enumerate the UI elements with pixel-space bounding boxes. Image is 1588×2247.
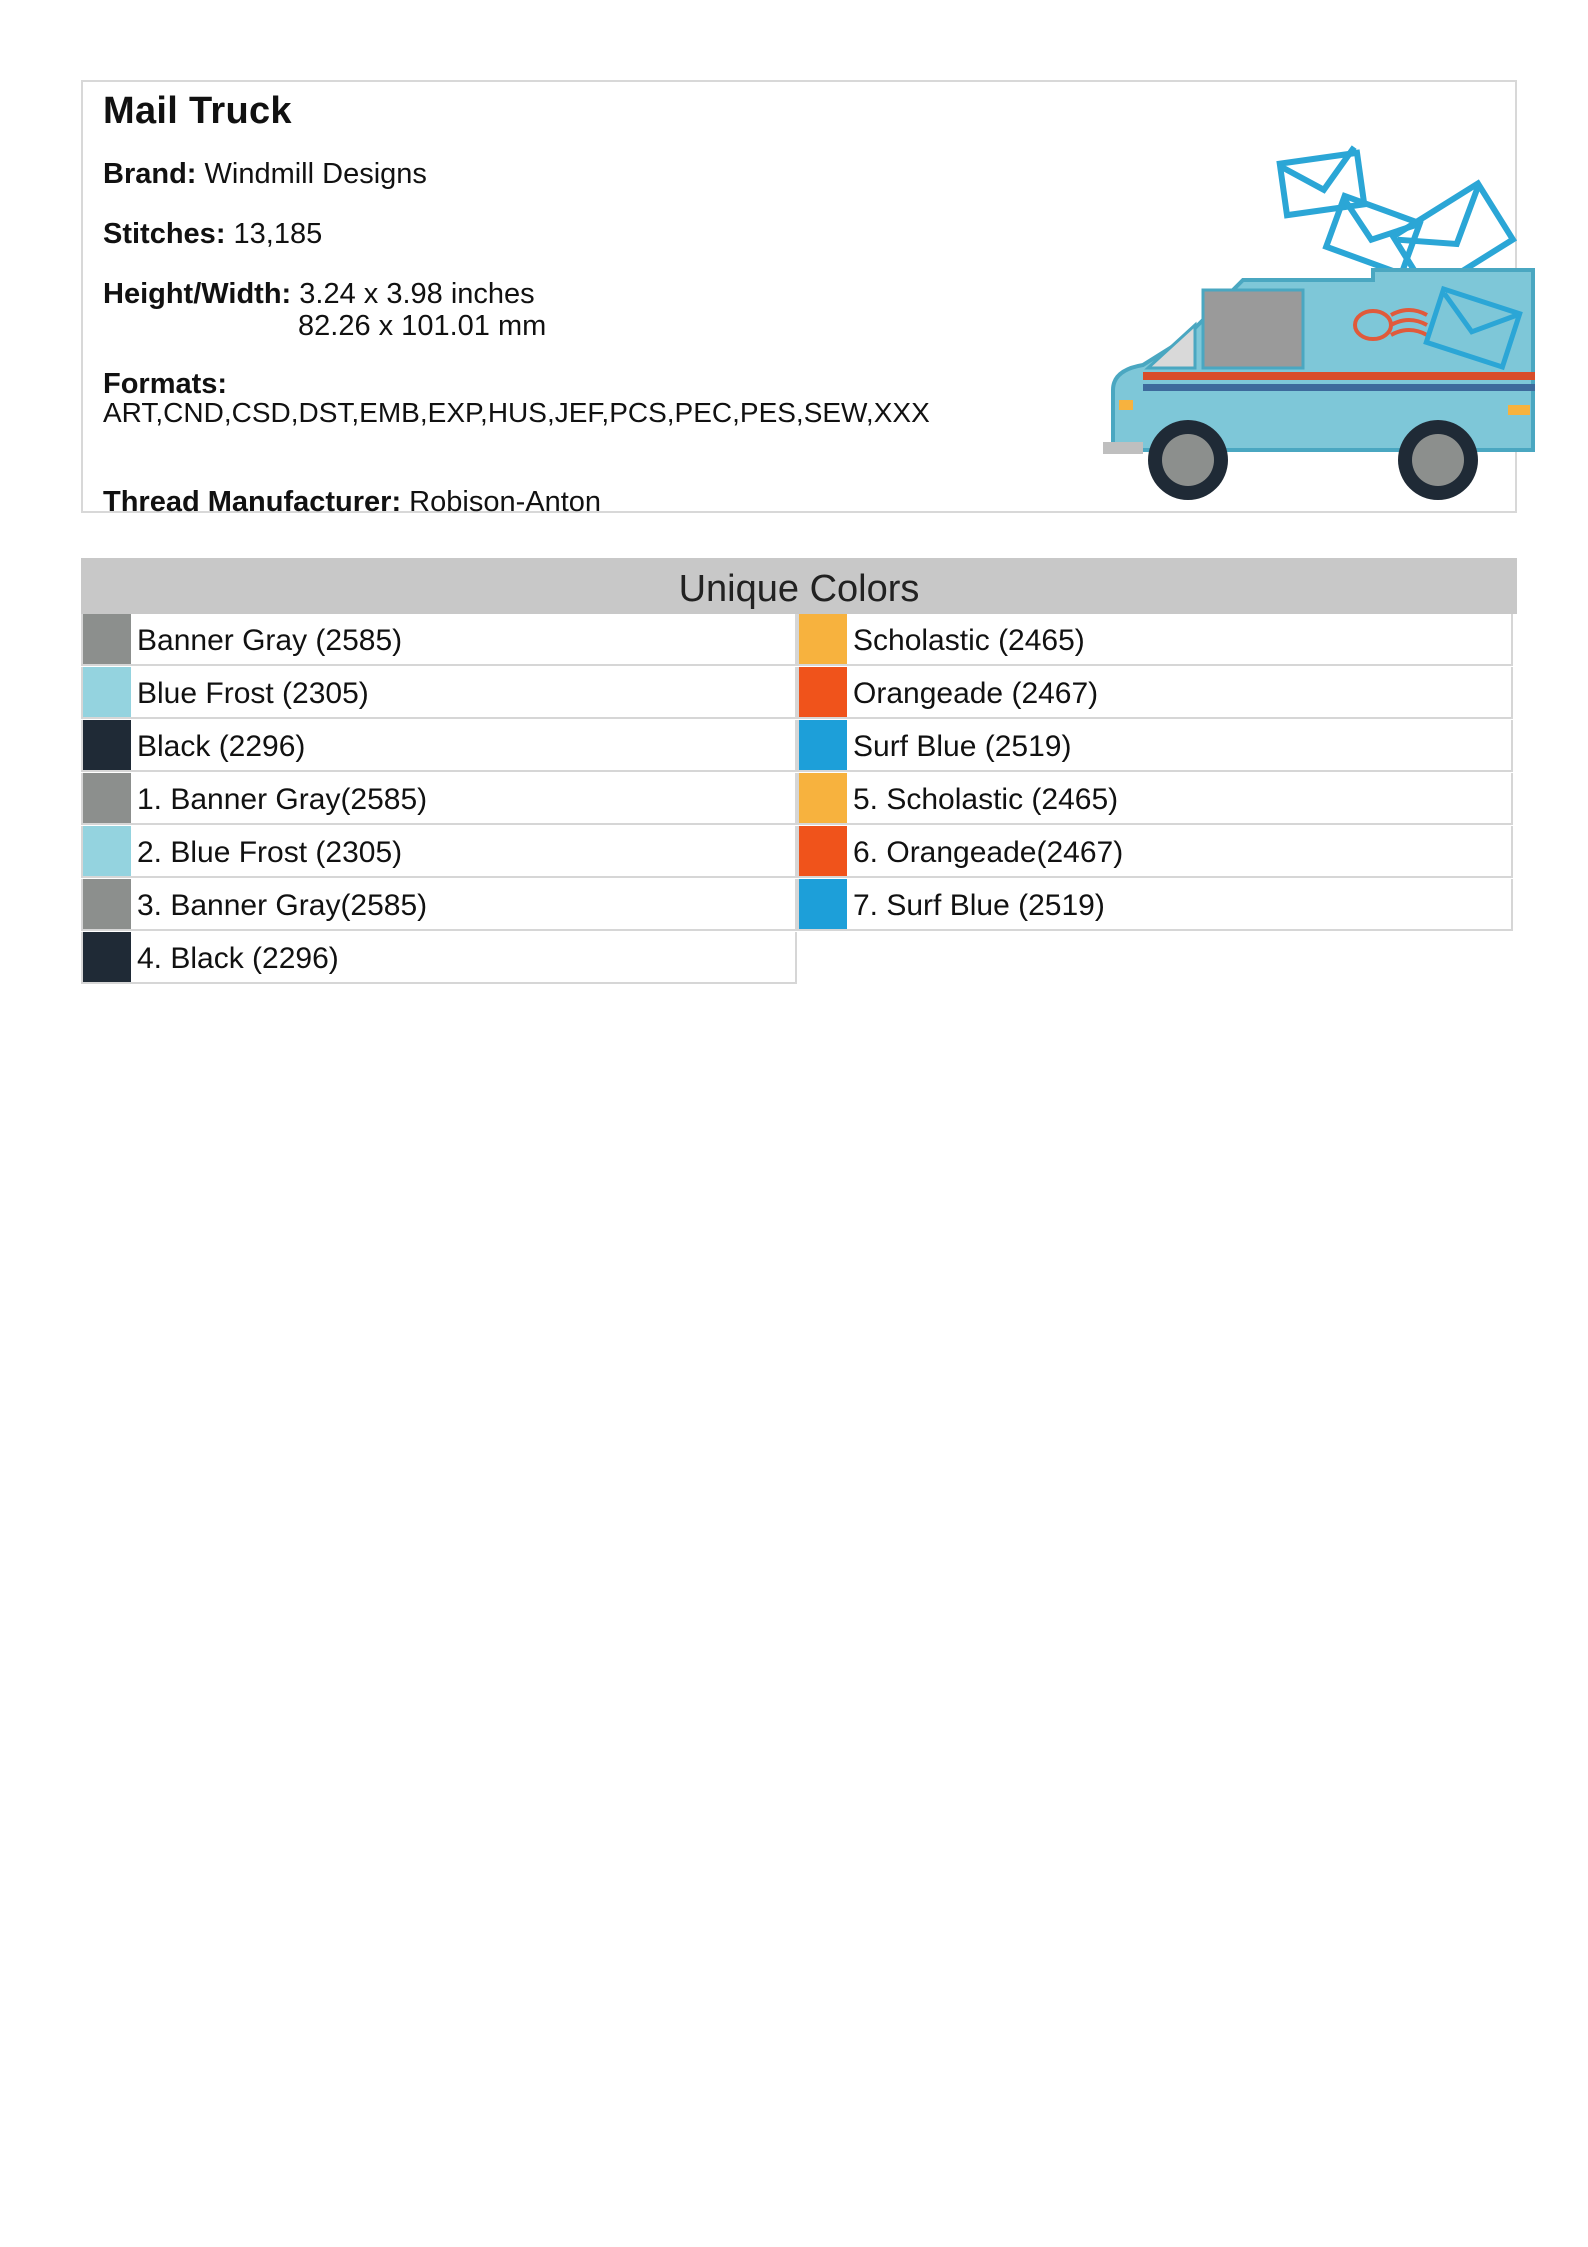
color-swatch	[799, 667, 847, 717]
wheel-icon	[1148, 420, 1228, 500]
wheel-icon	[1398, 420, 1478, 500]
color-label: 1. Banner Gray(2585)	[137, 783, 428, 816]
stitches-label: Stitches:	[103, 218, 226, 250]
color-label: 2. Blue Frost (2305)	[137, 836, 403, 869]
color-label: 5. Scholastic (2465)	[853, 783, 1119, 816]
design-title: Mail Truck	[103, 90, 292, 132]
brand-value: Windmill Designs	[204, 158, 427, 190]
color-row	[81, 614, 797, 666]
color-row	[81, 667, 797, 719]
color-swatch	[799, 879, 847, 929]
color-row	[81, 773, 797, 825]
unique-colors-table	[81, 558, 1517, 1054]
color-row	[797, 879, 1513, 931]
color-swatch	[83, 879, 131, 929]
formats-value: ART,CND,CSD,DST,EMB,EXP,HUS,JEF,PCS,PEC,PES,SEW,XXX	[103, 397, 930, 428]
brand-row	[103, 158, 427, 191]
color-row	[797, 614, 1513, 666]
color-label: Orangeade (2467)	[853, 677, 1099, 710]
stitches-value: 13,185	[233, 218, 323, 250]
color-row	[81, 826, 797, 878]
color-label: 3. Banner Gray(2585)	[137, 889, 428, 922]
color-row	[81, 932, 797, 984]
height-width-row	[103, 278, 535, 311]
color-row	[81, 879, 797, 931]
color-grid	[81, 614, 1517, 1054]
color-label: 7. Surf Blue (2519)	[853, 889, 1105, 922]
color-swatch	[799, 773, 847, 823]
color-row	[797, 667, 1513, 719]
color-row	[81, 720, 797, 772]
formats-label: Formats:	[103, 368, 228, 400]
color-swatch	[799, 720, 847, 770]
color-swatch	[799, 826, 847, 876]
height-width-inches: 3.24 x 3.98 inches	[299, 278, 535, 310]
color-label: Blue Frost (2305)	[137, 677, 369, 710]
color-row	[797, 720, 1513, 772]
color-label: Surf Blue (2519)	[853, 730, 1072, 763]
color-swatch	[83, 667, 131, 717]
height-width-label: Height/Width:	[103, 278, 292, 310]
color-swatch	[799, 614, 847, 664]
thread-row	[103, 486, 601, 519]
color-label: 6. Orangeade(2467)	[853, 836, 1124, 869]
color-swatch	[83, 614, 131, 664]
mail-truck-design-preview	[1083, 110, 1563, 570]
thread-value: Robison-Anton	[409, 486, 602, 518]
color-swatch	[83, 932, 131, 982]
color-label: 4. Black (2296)	[137, 942, 339, 975]
thread-label: Thread Manufacturer:	[103, 486, 402, 518]
color-label: Banner Gray (2585)	[137, 624, 403, 657]
design-info-panel	[81, 80, 1517, 518]
height-width-mm: 82.26 x 101.01 mm	[298, 310, 547, 342]
color-swatch	[83, 720, 131, 770]
color-label: Black (2296)	[137, 730, 306, 763]
color-label: Scholastic (2465)	[853, 624, 1085, 657]
brand-label: Brand:	[103, 158, 197, 190]
color-row	[797, 773, 1513, 825]
color-swatch	[83, 826, 131, 876]
color-row	[797, 826, 1513, 878]
color-swatch	[83, 773, 131, 823]
stitches-row	[103, 218, 322, 251]
unique-colors-header: Unique Colors	[81, 558, 1517, 614]
